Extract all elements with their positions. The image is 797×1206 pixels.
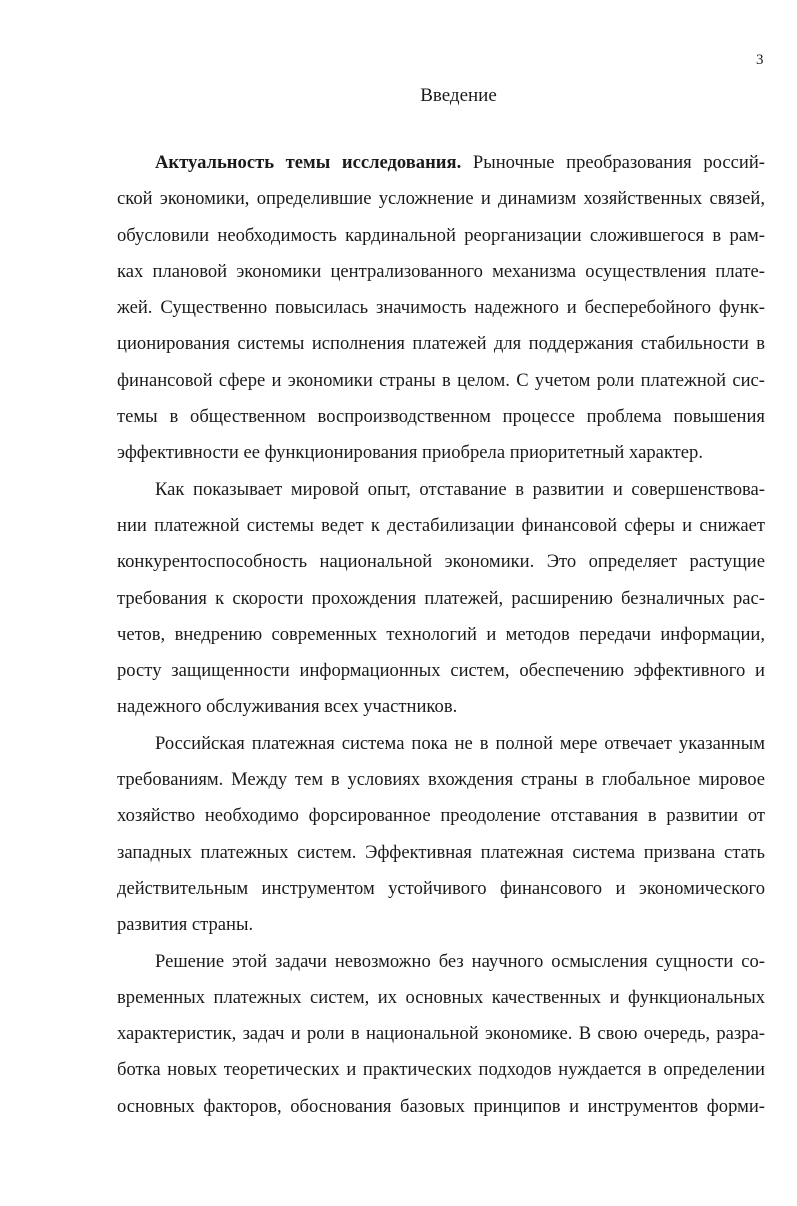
text-line: темы в общественном воспроизводственном процессе проблема повышения: [117, 406, 765, 428]
text-line: ской экономики, определившие усложнение и динамизм хозяйственных связей,: [117, 188, 765, 210]
text-line: характеристик, задач и роли в национальной экономике. В свою очередь, разра-: [117, 1023, 765, 1045]
text-line: временных платежных систем, их основных качественных и функциональных: [117, 986, 765, 1008]
text-line: эффективности ее функционирования приобрела приоритетный характер.: [117, 442, 703, 464]
paragraph-relevance: [117, 145, 765, 472]
paragraph-world-experience: [117, 472, 765, 726]
text-line: действительным инструментом устойчивого финансового и экономического: [117, 877, 765, 899]
text-line: основных факторов, обоснования базовых принципов и инструментов форми-: [117, 1095, 765, 1117]
lead-phrase: Актуальность темы исследования.: [155, 152, 462, 173]
text-line: финансовой сфере и экономики страны в целом. С учетом роли платежной сис-: [117, 369, 765, 391]
text-line: Актуальность темы исследования. Рыночные преобразования россий-: [155, 152, 765, 173]
text-line: жей. Существенно повысилась значимость надежного и бесперебойного функ-: [117, 297, 765, 319]
text-line: развития страны.: [117, 914, 254, 936]
text-line: ках плановой экономики централизованного механизма осуществления плате-: [117, 260, 765, 282]
text-line: требованиям. Между тем в условиях вхождения страны в глобальное мировое: [117, 769, 765, 791]
text-line: надежного обслуживания всех участников.: [117, 696, 458, 718]
text-line: ботка новых теоретических и практических подходов нуждается в определении: [117, 1059, 765, 1081]
body-text: [117, 145, 765, 1125]
text-line: нии платежной системы ведет к дестабилизации финансовой сферы и снижает: [117, 514, 765, 536]
text-line: требования к скорости прохождения платежей, расширению безналичных рас-: [117, 587, 765, 609]
paragraph-task-solution: [117, 944, 765, 1125]
text-line: росту защищенности информационных систем, обеспечению эффективного и: [117, 660, 765, 682]
text-line: обусловили необходимость кардинальной реорганизации сложившегося в рам-: [117, 224, 765, 246]
page-number: 3: [756, 52, 764, 68]
text-line: хозяйство необходимо форсированное преодоление отставания в развитии от: [117, 805, 765, 827]
text-line: конкурентоспособность национальной экономики. Это определяет растущие: [117, 551, 765, 573]
text-line: четов, внедрению современных технологий и методов передачи информации,: [117, 623, 765, 645]
text-line: Российская платежная система пока не в полной мере отвечает указанным: [155, 732, 765, 754]
text-line: ционирования системы исполнения платежей для поддержания стабильности в: [117, 333, 765, 355]
text-line: Решение этой задачи невозможно без научного осмысления сущности со-: [155, 950, 765, 972]
paragraph-russian-system: [117, 726, 765, 944]
text-line: Как показывает мировой опыт, отставание в развитии и совершенствова-: [155, 478, 765, 500]
section-title: Введение: [420, 85, 497, 106]
text-line: западных платежных систем. Эффективная платежная система призвана стать: [117, 841, 765, 863]
